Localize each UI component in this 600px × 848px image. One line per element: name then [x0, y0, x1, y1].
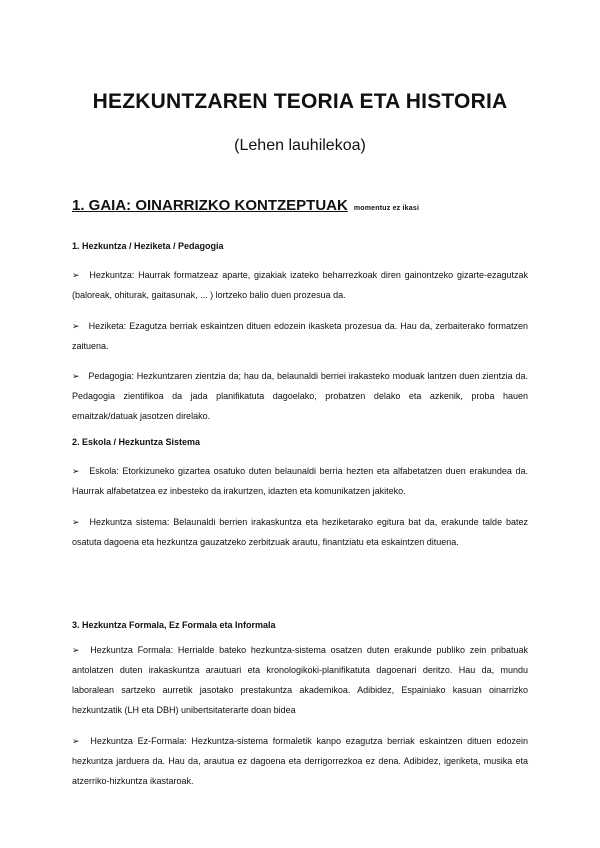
- definition-paragraph: [72, 731, 528, 791]
- arrow-bullet-icon: ➢: [72, 645, 80, 655]
- definition-text: Hezkuntza-sistema formaletik kanpo ezagutza berriak eskaintzen dituen edozein hezkuntza jarduera da. Hau da, arautua ez dagoena eta derrigorrezkoa ez dena. Adibidez, igeriketa, musika eta atzerriko-hizkuntza ikastaroak.: [72, 736, 528, 786]
- definition-term: Hezkuntza:: [89, 270, 135, 280]
- arrow-bullet-icon: ➢: [72, 466, 80, 476]
- definition-paragraph: [72, 316, 528, 356]
- section-heading: 3. Hezkuntza Formala, Ez Formala eta Informala: [72, 620, 276, 630]
- definition-text: Etorkizuneko gizartea osatuko duten belaunaldi berria hezten eta alfabetatzen duen erakundea da. Haurrak alfabetatzea ez inbesteko da irakurtzen, idazten eta komunikatzen jakiteko.: [72, 466, 528, 496]
- definition-text: Ezagutza berriak eskaintzen dituen edozein ikasketa prozesua da. Hau da, zerbaiterako formatzen zaituena.: [72, 321, 528, 351]
- definition-paragraph: [72, 265, 528, 305]
- section-heading: 2. Eskola / Hezkuntza Sistema: [72, 437, 201, 447]
- definition-paragraph: [72, 640, 528, 720]
- definition-term: Pedagogia:: [88, 371, 134, 381]
- definition-term: Eskola:: [89, 466, 119, 476]
- chapter-note: momentuz ez ikasi: [353, 205, 420, 212]
- document-title: HEZKUNTZAREN TEORIA ETA HISTORIA: [92, 90, 508, 113]
- definition-term: Hezkuntza sistema:: [89, 517, 170, 527]
- definition-term: Hezkuntza Ez-Formala:: [90, 736, 187, 746]
- definition-text: Herrialde bateko hezkuntza-sistema osatzen duten erakunde publiko zein pribatuak antolatzen duten irakaskuntza arautuari eta kronologikoki-planifikatuta dagoenari deritzo. Hau da, mundu laboralean sartzeko aurretik jasotako prestakuntza akademikoa. Adibidez, Espainiako kasuan oinarrizko hezkuntzatik (LH eta DBH) unibertsitaterarte doan bidea: [72, 645, 528, 715]
- document-subtitle: (Lehen lauhilekoa): [234, 137, 366, 154]
- arrow-bullet-icon: ➢: [72, 517, 80, 527]
- definition-term: Heziketa:: [88, 321, 127, 331]
- definition-text: Hezkuntzaren zientzia da; hau da, belaunaldi berriei irakasteko moduak lantzen duen zientzia da. Pedagogia zientifikoa da jada planifikatuta dagoelako, probatzen delako eta azkenik, proba hauen emaitzak/datuak jasotzen direlako.: [72, 371, 528, 421]
- chapter-title: 1. GAIA: OINARRIZKO KONTZEPTUAK: [72, 197, 348, 214]
- arrow-bullet-icon: ➢: [72, 736, 80, 746]
- definition-term: Hezkuntza Formala:: [90, 645, 174, 655]
- definition-paragraph: [72, 366, 528, 426]
- section-heading: 1. Hezkuntza / Heziketa / Pedagogia: [72, 241, 224, 251]
- definition-paragraph: [72, 512, 528, 552]
- definition-text: Belaunaldi berrien irakaskuntza eta heziketarako egitura bat da, erakunde talde batez osatuta dagoena eta hezkuntza gauzatzeko zerbitzuak arautu, finantziatu eta eskaintzen dituena.: [72, 517, 528, 547]
- arrow-bullet-icon: ➢: [72, 321, 80, 331]
- chapter-heading: [72, 197, 419, 214]
- arrow-bullet-icon: ➢: [72, 371, 80, 381]
- arrow-bullet-icon: ➢: [72, 270, 80, 280]
- definition-paragraph: [72, 461, 528, 501]
- definition-text: Haurrak formatzeaz aparte, gizakiak izateko beharrezkoak diren gainontzeko gizarte-ezagutzak (baloreak, ohiturak, gaitasunak, ... ) lortzeko balio duen prozesua da.: [72, 270, 528, 300]
